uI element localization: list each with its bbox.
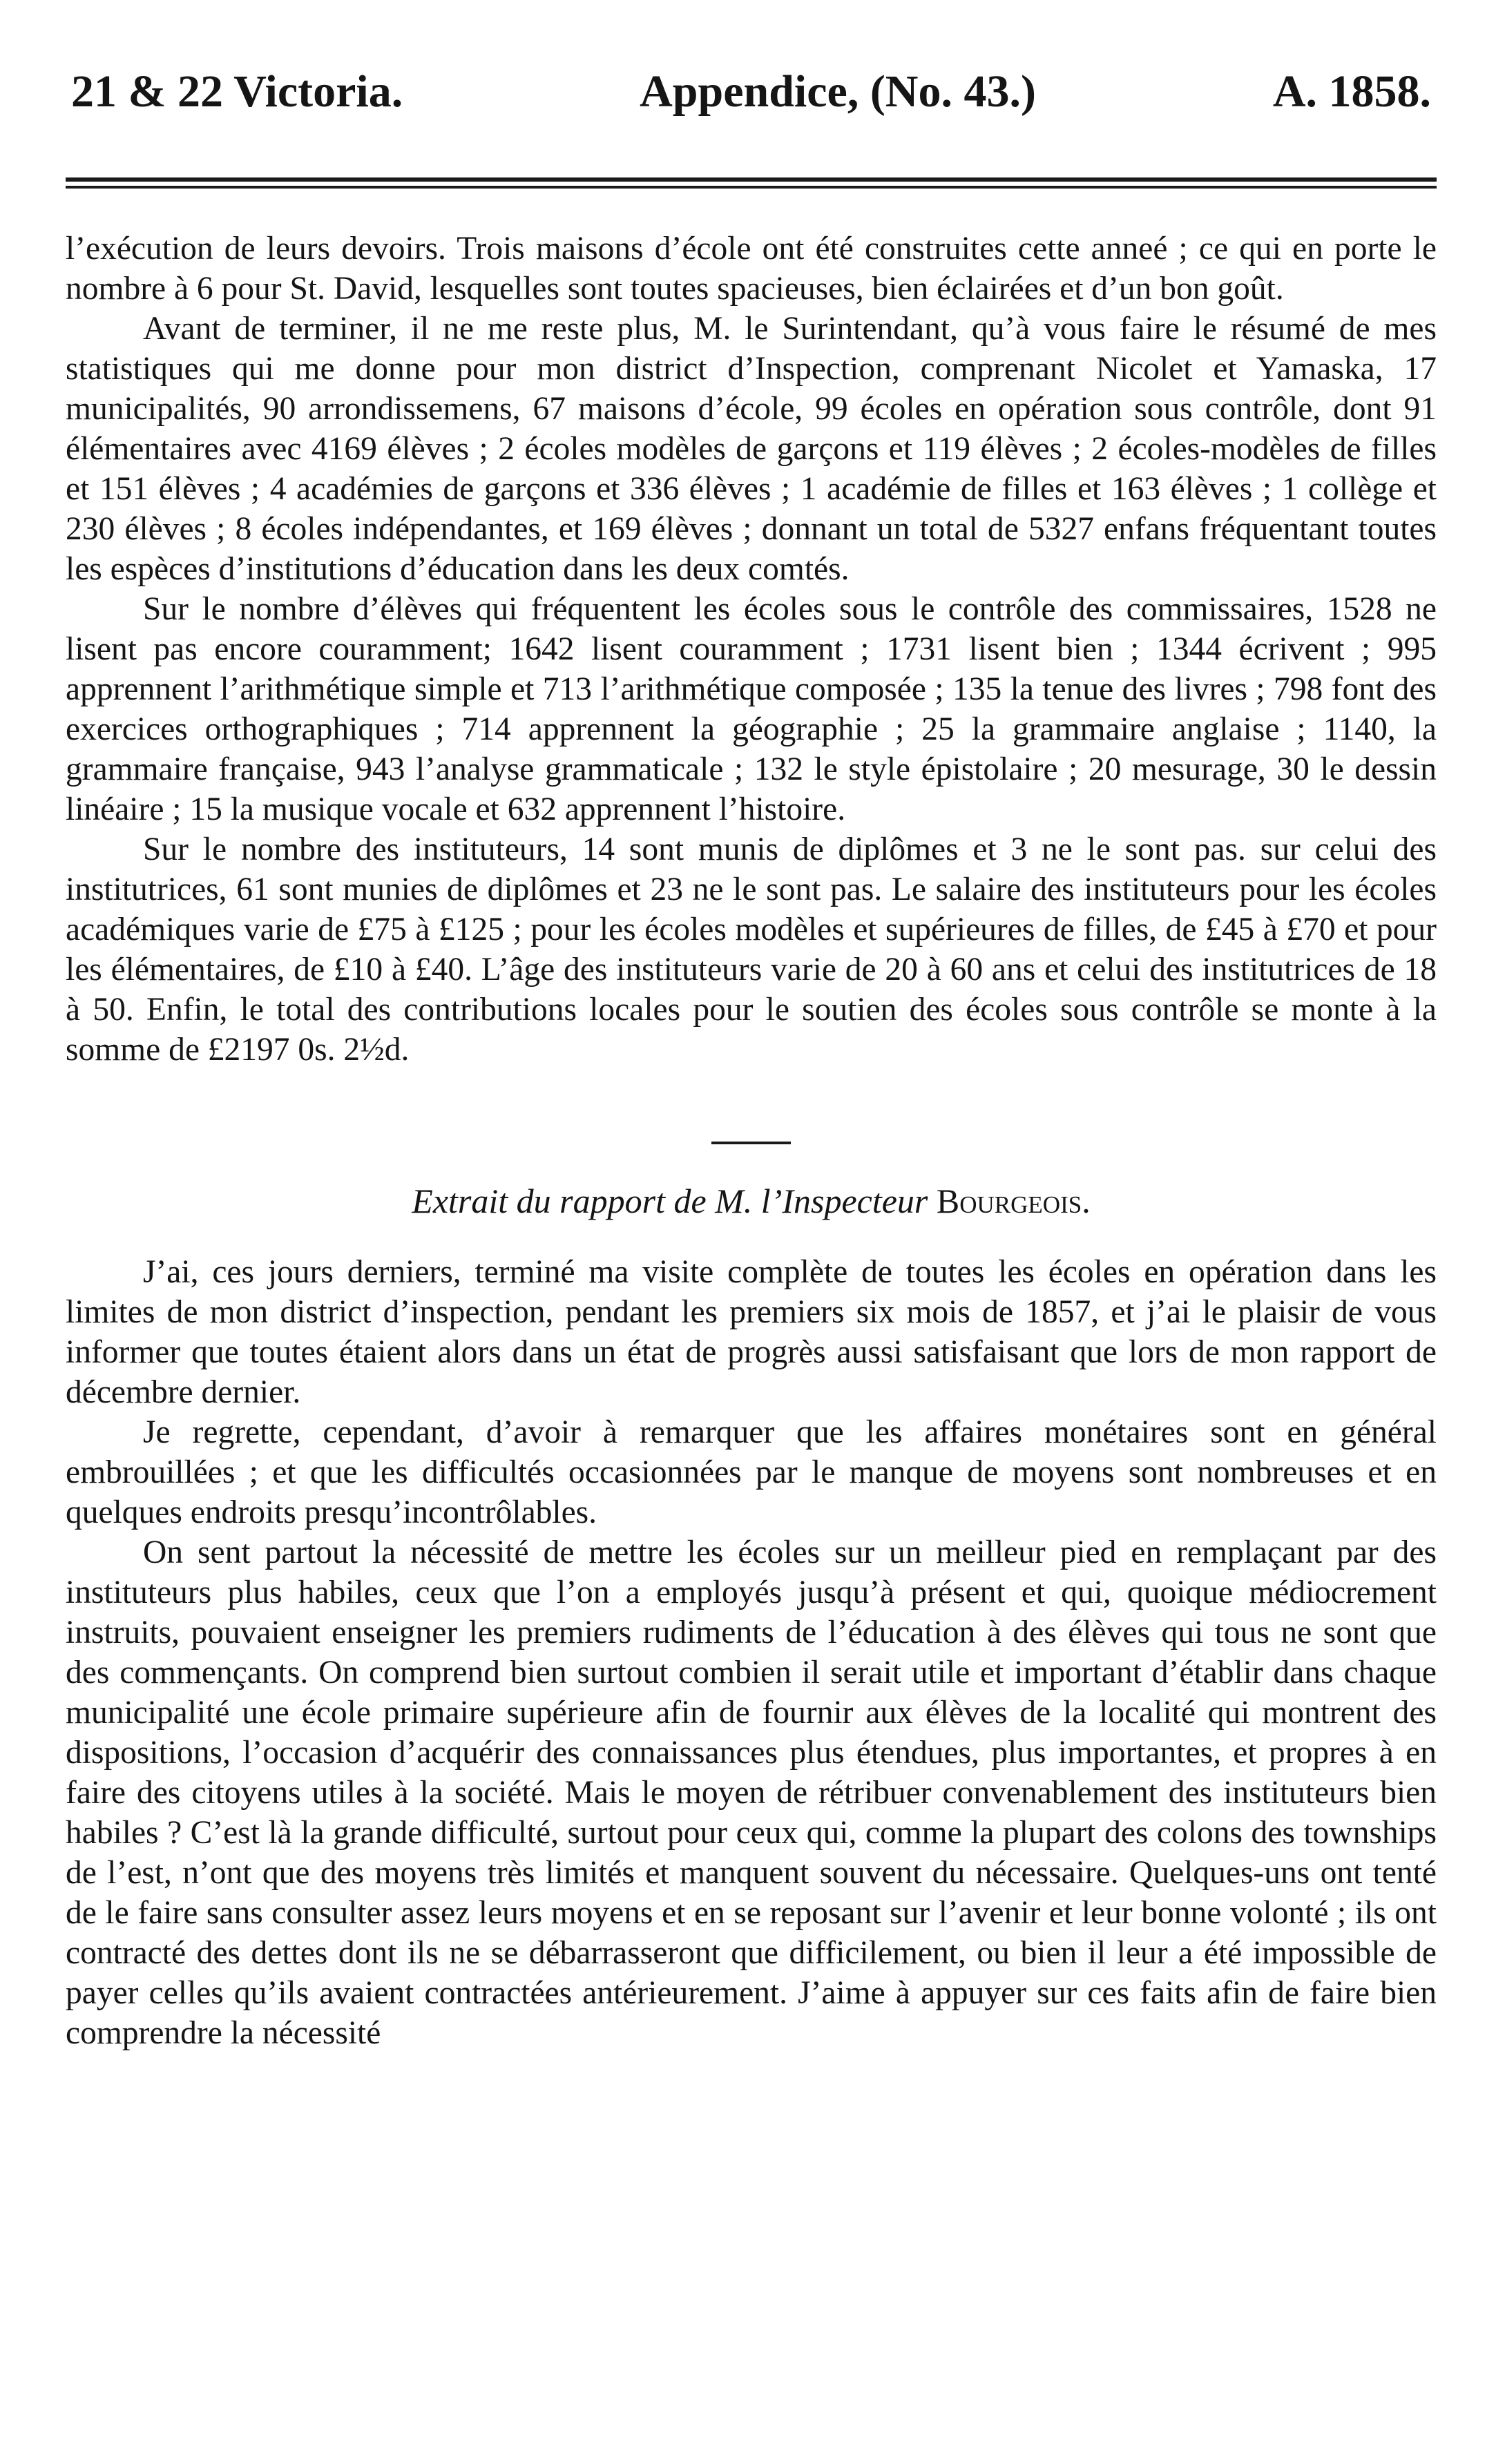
paragraph: Sur le nombre des instituteurs, 14 sont munis de diplômes et 3 ne le sont pas. sur celui des institutrices, 61 sont munies de diplômes et 23 ne le sont pas. Le salaire des instituteurs pour les écoles académiques varie de £75 à £125 ; pour les écoles modèles et supérieures de filles, de £45 à £70 et pour les élémentaires, de £10 à £40. L’âge des instituteurs varie de 20 à 60 ans et celui des institutrices de 18 à 50. Enfin, le total des contributions locales pour le soutien des écoles sous contrôle se monte à la somme de £2197 0s. 2½d. — [66, 831, 1437, 1068]
header-year: A. 1858. — [1272, 66, 1431, 117]
document-page — [66, 66, 1437, 2053]
paragraph: Sur le nombre d’élèves qui fréquentent les écoles sous le contrôle des commissaires, 1528 ne lisent pas encore couramment; 1642 lisent couramment ; 1731 lisent bien ; 1344 écrivent ; 995 apprennent l’arithmétique simple et 713 l’arithmétique composée ; 135 la tenue des livres ; 798 font des exercices orthographiques ; 714 apprennent la géographie ; 25 la grammaire anglaise ; 1140, la grammaire française, 943 l’analyse grammaticale ; 132 le style épistolaire ; 20 mesurage, 30 le dessin linéaire ; 15 la musique vocale et 632 apprennent l’histoire. — [66, 591, 1437, 827]
header-appendix-number: Appendice, (No. 43.) — [640, 66, 1036, 117]
paragraph: l’exécution de leurs devoirs. Trois maisons d’école ont été construites cette anneé ; ce qui en porte le nombre à 6 pour St. David, lesquelles sont toutes spacieuses, bien éclairées et d’un bon goût. — [66, 231, 1437, 307]
page-header — [66, 66, 1437, 135]
section-divider — [711, 1142, 791, 1144]
inspector-name: Bourgeois. — [936, 1182, 1091, 1220]
paragraph: Avant de terminer, il ne me reste plus, M. le Surintendant, qu’à vous faire le résumé de mes statistiques qui me donne pour mon district d’Inspection, comprenant Nicolet et Yamaska, 17 municipalités, 90 arrondissemens, 67 maisons d’école, 99 écoles en opération sous contrôle, dont 91 élémentaires avec 4169 élèves ; 2 écoles modèles de garçons et 119 élèves ; 2 écoles-modèles de filles et 151 élèves ; 4 académies de garçons et 336 élèves ; 1 académie de filles et 163 élèves ; 1 collège et 230 élèves ; 8 écoles indépendantes, et 169 élèves ; donnant un total de 5327 enfans fréquentant toutes les espèces d’institutions d’éducation dans les deux comtés. — [66, 311, 1437, 587]
report-continuation — [66, 229, 1437, 1070]
extract-body — [66, 1252, 1437, 2053]
header-double-rule — [66, 177, 1437, 189]
paragraph: J’ai, ces jours derniers, terminé ma visite complète de toutes les écoles en opération dans les limites de mon district d’inspection, pendant les premiers six mois de 1857, et j’ai le plaisir de vous informer que toutes étaient alors dans un état de progrès aussi satisfaisant que lors de mon rapport de décembre dernier. — [66, 1254, 1437, 1410]
extract-heading — [66, 1180, 1437, 1222]
extract-heading-text: Extrait du rapport de M. l’Inspecteur — [412, 1182, 928, 1220]
paragraph: Je regrette, cependant, d’avoir à remarquer que les affaires monétaires sont en général embrouillées ; et que les difficultés occasionnées par le manque de moyens sont nombreuses et en quelques endroits presqu’incontrôlables. — [66, 1414, 1437, 1530]
paragraph: On sent partout la nécessité de mettre les écoles sur un meilleur pied en remplaçant par des instituteurs plus habiles, ceux que l’on a employés jusqu’à présent et qui, quoique médiocrement instruits, pouvaient enseigner les premiers rudiments de l’éducation à des élèves qui tous ne sont que des commençants. On comprend bien surtout combien il serait utile et important d’établir dans chaque municipalité une école primaire supérieure afin de fournir aux élèves de la localité qui montrent des dispositions, l’occasion d’acquérir des connaissances plus étendues, plus importantes, et propres à en faire des citoyens utiles à la société. Mais le moyen de rétribuer convenablement des instituteurs bien habiles ? C’est là la grande difficulté, surtout pour ceux qui, comme la plupart des colons des townships de l’est, n’ont que des moyens très limités et manquent souvent du nécessaire. Quelques-uns ont tenté de le faire sans consulter assez leurs moyens et en se reposant sur l’avenir et leur bonne volonté ; ils ont contracté des dettes dont ils ne se débarrasseront que difficilement, ou bien il leur a été impossible de payer celles qu’ils avaient contractées antérieurement. J’aime à appuyer sur ces faits afin de faire bien comprendre la nécessité — [66, 1534, 1437, 2051]
header-regnal-year: 21 & 22 Victoria. — [71, 66, 403, 117]
